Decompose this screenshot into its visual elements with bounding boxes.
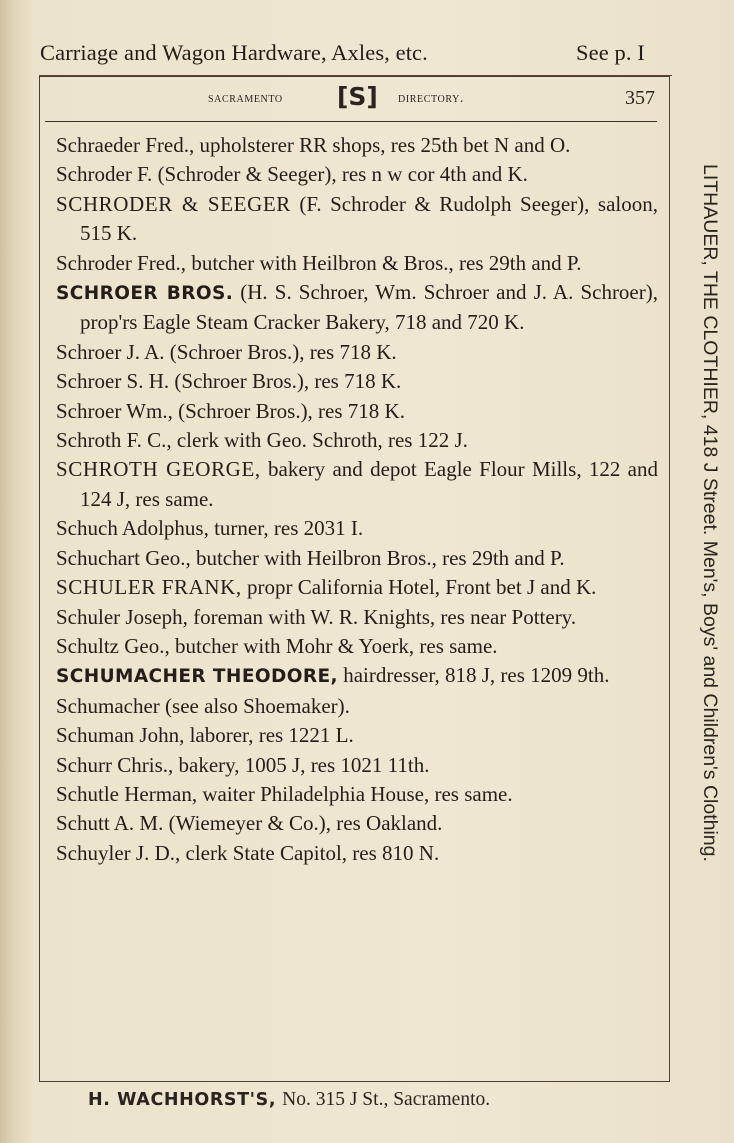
directory-entry: [56, 455, 658, 514]
entry-details: hairdresser, 818 J, res 1209 9th.: [337, 663, 610, 688]
directory-entry: [56, 131, 658, 160]
entry-name: Schroder F.: [56, 162, 153, 187]
entry-details: bakery and depot Eagle Flour Mills, 122 and 124 J, res same.: [80, 457, 658, 511]
entry-name: SCHULER FRANK,: [56, 575, 242, 600]
side-advertisement-text: LITHAUER, THE CLOTHIER, 418 J Street. Men's, Boys' and Children's Clothing.: [699, 164, 721, 862]
entry-name: Schuch Adolphus,: [56, 516, 209, 541]
page-number: 357: [625, 87, 655, 109]
entry-name: Schuman John,: [56, 723, 185, 748]
directory-entry: [56, 426, 658, 455]
directory-entry: [56, 721, 658, 750]
directory-entry: [56, 780, 658, 809]
entry-details: (Schroer Bros.), res 718 K.: [169, 369, 402, 394]
entry-details: laborer, res 1221 L.: [184, 723, 354, 748]
running-head-title: directory.: [398, 91, 464, 106]
entry-name: Schraeder Fred.,: [56, 133, 195, 157]
directory-entry: [56, 367, 658, 396]
footer-address: No. 315 J St., Sacramento.: [282, 1089, 491, 1110]
entry-details: (Schroer Bros.), res 718 K.: [164, 339, 397, 364]
entry-details: bakery, 1005 J, res 1021 11th.: [173, 752, 430, 777]
entry-name: Schroer Wm.,: [56, 398, 173, 423]
entry-name: Schroder Fred.,: [56, 250, 187, 275]
entry-details: (see also Shoemaker).: [159, 693, 350, 718]
entry-details: foreman with W. R. Knights, res near Pottery.: [187, 604, 577, 629]
running-head-city: sacramento: [208, 91, 283, 106]
entry-name: Schroer S. H.: [56, 369, 170, 394]
entry-name: SCHRODER & SEEGER: [56, 191, 291, 216]
entry-name: SCHROTH GEORGE,: [56, 457, 261, 482]
directory-entry: [56, 397, 658, 426]
entry-details: (Wiemeyer & Co.), res Oakland.: [163, 811, 443, 836]
entry-name: Schuler Joseph,: [56, 604, 188, 629]
directory-entry: [56, 278, 658, 338]
directory-entry: [56, 573, 658, 602]
directory-entry: [56, 809, 658, 838]
entry-name: Schroth F. C.,: [56, 428, 172, 453]
entry-details: upholsterer RR shops, res 25th bet N and O.: [194, 133, 571, 157]
directory-entry: [56, 544, 658, 573]
entry-name: Schuyler J. D.,: [56, 840, 181, 865]
directory-entry: [56, 249, 658, 278]
directory-entry: [56, 338, 658, 367]
entry-details: clerk State Capitol, res 810 N.: [180, 840, 440, 865]
entry-name: Schroer J. A.: [56, 339, 165, 364]
directory-entry: [56, 751, 658, 780]
entry-details: butcher with Heilbron & Bros., res 29th and P.: [186, 250, 582, 275]
entry-name: Schurr Chris.,: [56, 752, 174, 777]
directory-entry: [56, 692, 658, 721]
entry-details: clerk with Geo. Schroth, res 122 J.: [171, 428, 468, 453]
entry-details: (F. Schroder & Rudolph Seeger), saloon, 515 K.: [80, 191, 658, 246]
entry-details: waiter Philadelphia House, res same.: [197, 781, 513, 806]
entry-details: (Schroer Bros.), res 718 K.: [172, 398, 405, 423]
entry-details: turner, res 2031 I.: [208, 516, 364, 541]
footer-firm-name: H. WACHHORST'S,: [88, 1090, 277, 1110]
directory-entry: [56, 190, 658, 249]
entry-name: SCHUMACHER THEODORE,: [56, 666, 338, 688]
footer-advertisement: [88, 1088, 490, 1111]
entry-details: butcher with Heilbron Bros., res 29th and P.: [190, 545, 565, 570]
directory-entry: [56, 603, 658, 632]
entry-name: Schuchart Geo.,: [56, 545, 191, 570]
running-head: [40, 82, 670, 120]
entry-details: propr California Hotel, Front bet J and K.: [241, 575, 597, 600]
entry-details: (H. S. Schroer, Wm. Schroer and J. A. Schroer), prop'rs Eagle Steam Cracker Bakery, 718 and 720 K.: [80, 280, 658, 335]
entry-name: Schutt A. M.: [56, 811, 164, 836]
entry-name: Schumacher: [56, 693, 160, 718]
directory-entry: [56, 632, 658, 661]
running-head-letter: [S]: [337, 82, 378, 111]
banner-page-reference: See p. I: [576, 40, 645, 65]
entry-name: Schutle Herman,: [56, 781, 198, 806]
directory-entry: [56, 514, 658, 543]
header-rule: [45, 121, 657, 122]
side-advertisement: [672, 164, 732, 954]
directory-entry: [56, 160, 658, 189]
directory-entry: [56, 839, 658, 868]
entry-details: (Schroder & Seeger), res n w cor 4th and K.: [152, 162, 528, 187]
top-advertisement-banner: [40, 40, 680, 66]
banner-text: Carriage and Wagon Hardware, Axles, etc.: [40, 40, 428, 65]
entry-details: butcher with Mohr & Yoerk, res same.: [169, 633, 498, 658]
entry-name: SCHROER BROS.: [56, 283, 234, 305]
directory-entry: [56, 661, 658, 691]
directory-entries: [56, 131, 658, 868]
entry-name: Schultz Geo.,: [56, 633, 170, 658]
